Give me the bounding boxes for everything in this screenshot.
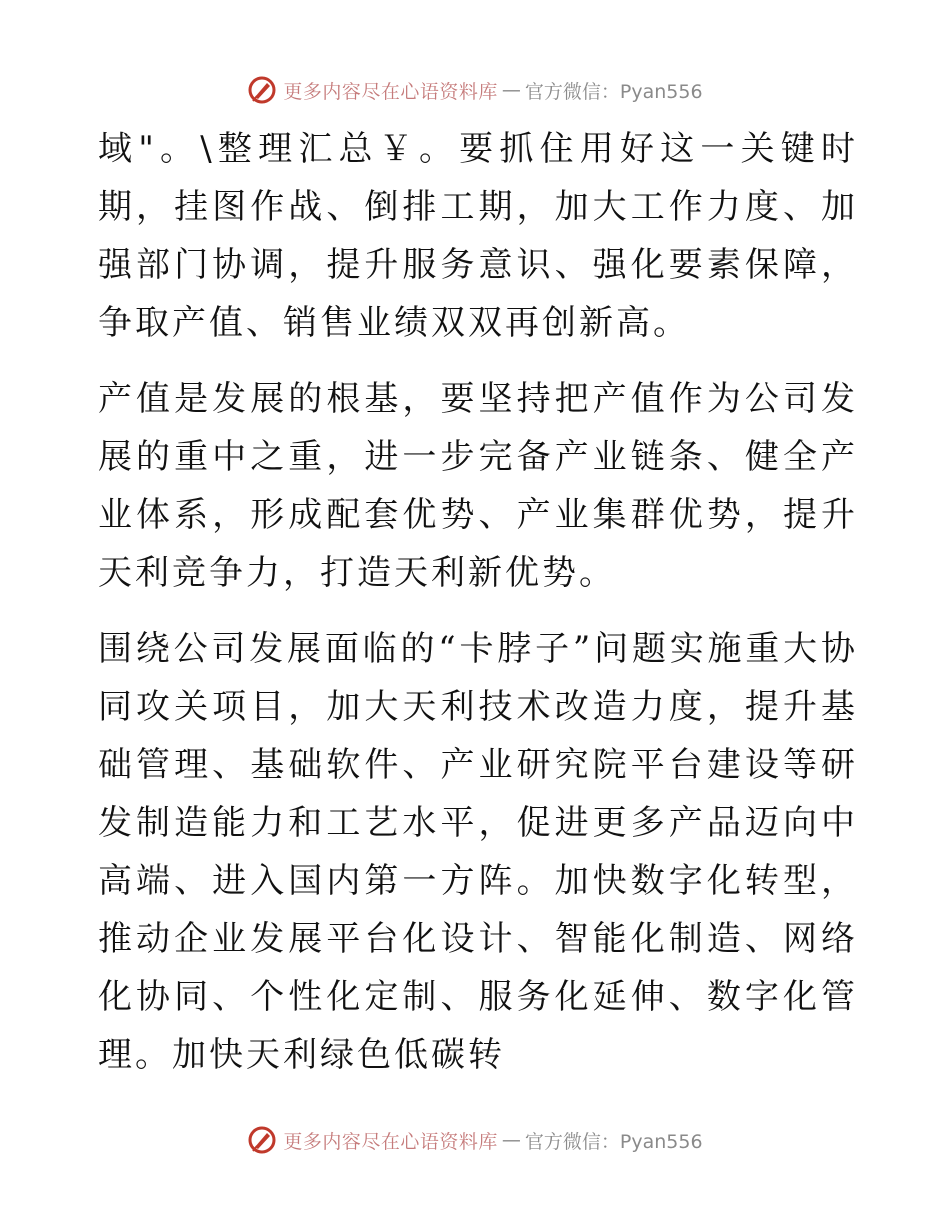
paragraph-1: 域"。\整理汇总￥。要抓住用好这一关键时期，挂图作战、倒排工期，加大工作力度、加强部门协调，提升服务意识、强化要素保障，争取产值、销售业绩双双再创新高。 (98, 129, 858, 343)
header-banner (0, 70, 950, 110)
header-dash: — (501, 79, 521, 101)
paragraph-3: 围绕公司发展面临的“卡脖子”问题实施重大协同攻关项目，加大天利技术改造力度，提升基础管理、基础软件、产业研究院平台建设等研发制造能力和工艺水平，促进更多产品迈向中高端、进入国内第一方阵。加快数字化转型，推动企业发展平台化设计、智能化制造、网络化协同、个性化定制、服务化延伸、数字化管理。加快天利绿色低碳转 (98, 629, 858, 1075)
footer-title: 更多内容尽在心语资料库 (283, 1130, 498, 1153)
header-title: 更多内容尽在心语资料库 (283, 80, 498, 103)
header-contact: 官方微信：Pyan556 (524, 80, 703, 103)
quill-pen-logo-icon (247, 75, 277, 105)
footer-dash: — (501, 1129, 521, 1151)
document-body (98, 120, 858, 1102)
footer-banner (0, 1120, 950, 1160)
paragraph-2: 产值是发展的根基，要坚持把产值作为公司发展的重中之重，进一步完备产业链条、健全产业体系，形成配套优势、产业集群优势，提升天利竞争力，打造天利新优势。 (98, 379, 858, 593)
quill-pen-logo-icon (247, 1125, 277, 1155)
footer-contact: 官方微信：Pyan556 (524, 1130, 703, 1153)
